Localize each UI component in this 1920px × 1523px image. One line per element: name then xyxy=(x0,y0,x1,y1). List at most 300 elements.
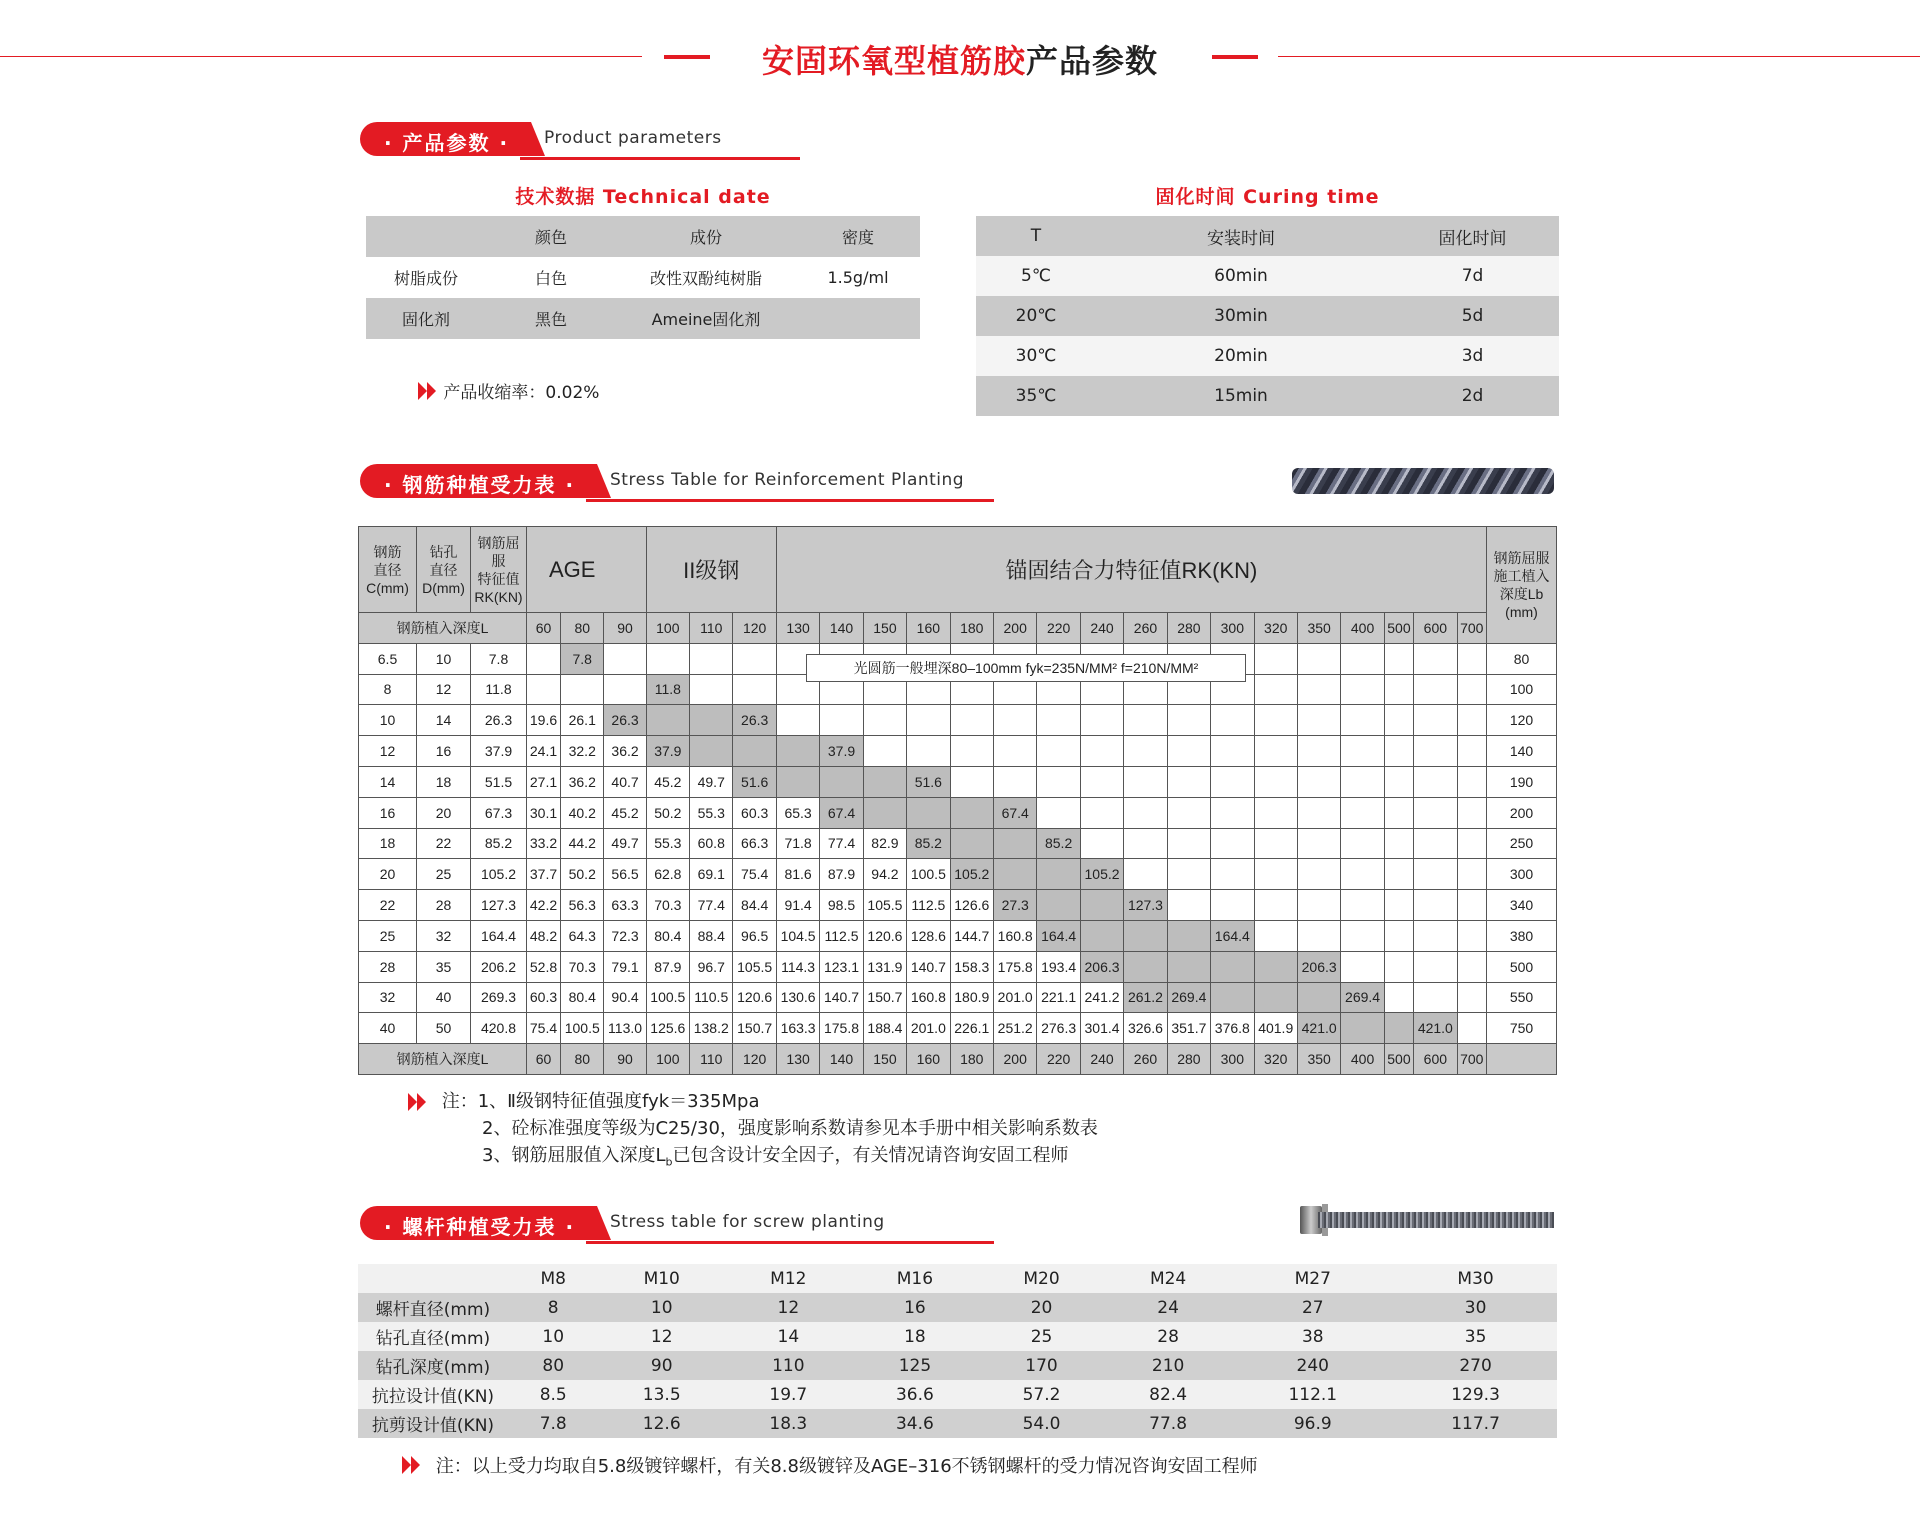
force-value: 110.5 xyxy=(690,982,733,1013)
force-value: 206.3 xyxy=(1080,951,1123,982)
force-value: 24.1 xyxy=(527,736,561,767)
force-value: 27.1 xyxy=(527,766,561,797)
table-cell: 1.5g/ml xyxy=(827,268,889,287)
depth-value: 80 xyxy=(561,613,604,644)
table-row xyxy=(359,920,1557,951)
rebar-diameter: 16 xyxy=(359,797,417,828)
force-value xyxy=(1124,797,1167,828)
force-value: 180.9 xyxy=(950,982,993,1013)
drill-diameter: 20 xyxy=(417,797,471,828)
table-header-row xyxy=(366,216,920,257)
force-value: 56.3 xyxy=(561,890,604,921)
table-cell: 82.4 xyxy=(1105,1380,1232,1409)
drill-diameter: 25 xyxy=(417,859,471,890)
force-value: 120.6 xyxy=(863,920,906,951)
force-value: 201.0 xyxy=(993,982,1036,1013)
double-arrow-icon xyxy=(408,1092,428,1112)
table-cell: 5d xyxy=(1386,296,1559,336)
table-cell: 30 xyxy=(1394,1293,1557,1322)
table-header xyxy=(358,1264,508,1293)
force-value: 421.0 xyxy=(1414,1013,1457,1044)
force-value xyxy=(1211,797,1254,828)
force-value: 82.9 xyxy=(863,828,906,859)
table-cell: 30℃ xyxy=(976,336,1096,376)
embed-depth: 140 xyxy=(1487,736,1557,767)
force-value: 65.3 xyxy=(776,797,819,828)
force-value: 51.6 xyxy=(733,766,776,797)
force-value: 164.4 xyxy=(1211,920,1254,951)
depth-value: 260 xyxy=(1124,1044,1167,1075)
force-value: 112.5 xyxy=(907,890,950,921)
force-value xyxy=(1457,766,1486,797)
page-title xyxy=(720,36,1200,82)
force-value xyxy=(1037,859,1080,890)
callout-box: 光圆筋一般埋深80–100mm fyk=235N/MM² f=210N/MM² xyxy=(806,654,1246,682)
force-value xyxy=(950,828,993,859)
force-value xyxy=(1341,736,1384,767)
force-value xyxy=(820,766,863,797)
table-cell: 8.5 xyxy=(508,1380,598,1409)
embed-depth: 250 xyxy=(1487,828,1557,859)
note-3-text-a: 3、钢筋屈服值入深度L xyxy=(482,1145,666,1166)
rebar-diameter: 18 xyxy=(359,828,417,859)
force-value: 67.4 xyxy=(820,797,863,828)
force-value xyxy=(1124,859,1167,890)
page-title-black: 产品参数 xyxy=(1026,42,1159,80)
force-value xyxy=(820,705,863,736)
screw-note-text: 注：以上受力均取自5.8级镀锌螺杆，有关8.8级镀锌及AGE–316不锈钢螺杆的受力情况咨询安固工程师 xyxy=(435,1456,1258,1477)
force-value xyxy=(1384,797,1413,828)
force-value: 112.5 xyxy=(820,920,863,951)
table-cell: 125 xyxy=(852,1351,979,1380)
force-value xyxy=(1167,828,1210,859)
force-value xyxy=(993,766,1036,797)
force-value: 75.4 xyxy=(527,1013,561,1044)
force-value xyxy=(1211,951,1254,982)
force-value xyxy=(1297,828,1340,859)
header-line: 深度Lb xyxy=(1499,585,1544,602)
embed-depth: 120 xyxy=(1487,705,1557,736)
force-value xyxy=(1457,674,1486,705)
table-cell: 34.6 xyxy=(852,1409,979,1438)
force-value: 100.5 xyxy=(907,859,950,890)
force-value: 193.4 xyxy=(1037,951,1080,982)
force-value: 42.2 xyxy=(527,890,561,921)
depth-value: 350 xyxy=(1297,1044,1340,1075)
yield-value: 51.5 xyxy=(471,766,527,797)
table-row xyxy=(366,257,920,298)
force-value: 80.4 xyxy=(561,982,604,1013)
force-value: 175.8 xyxy=(993,951,1036,982)
table-cell: 24 xyxy=(1105,1293,1232,1322)
yield-value: 85.2 xyxy=(471,828,527,859)
force-value xyxy=(993,828,1036,859)
header-line: 钢筋屈服 xyxy=(477,534,520,569)
table-cell: 36.6 xyxy=(852,1380,979,1409)
header-line: 钢筋 xyxy=(373,543,402,560)
force-value: 77.4 xyxy=(820,828,863,859)
yield-value: 269.3 xyxy=(471,982,527,1013)
depth-value: 60 xyxy=(527,1044,561,1075)
yield-value: 206.2 xyxy=(471,951,527,982)
double-arrow-icon xyxy=(418,381,438,401)
force-value: 326.6 xyxy=(1124,1013,1167,1044)
force-value xyxy=(1037,890,1080,921)
force-value xyxy=(1297,859,1340,890)
table-row xyxy=(976,256,1559,296)
depth-value: 100 xyxy=(646,1044,689,1075)
table-row xyxy=(359,951,1557,982)
force-value: 126.6 xyxy=(950,890,993,921)
table-cell: 白色 xyxy=(534,269,567,288)
table-cell: 112.1 xyxy=(1231,1380,1394,1409)
depth-value: 700 xyxy=(1457,613,1486,644)
table-cell: 7.8 xyxy=(508,1409,598,1438)
rebar-diameter: 22 xyxy=(359,890,417,921)
note-1-text: 注：1、Ⅱ级钢特征值强度fyk＝335Mpa xyxy=(441,1091,760,1112)
embed-depth: 750 xyxy=(1487,1013,1557,1044)
force-value xyxy=(1254,920,1297,951)
force-value: 163.3 xyxy=(776,1013,819,1044)
table-header: 安装时间 xyxy=(1096,216,1386,256)
force-value xyxy=(1384,766,1413,797)
embed-depth: 200 xyxy=(1487,797,1557,828)
table-cell: 7d xyxy=(1386,256,1559,296)
grade-header: II级钢 xyxy=(646,527,776,613)
force-value: 40.2 xyxy=(561,797,604,828)
rebar-diameter: 40 xyxy=(359,1013,417,1044)
force-value: 128.6 xyxy=(907,920,950,951)
drill-diameter: 12 xyxy=(417,674,471,705)
drill-diameter: 50 xyxy=(417,1013,471,1044)
force-value xyxy=(1254,859,1297,890)
force-value: 150.7 xyxy=(733,1013,776,1044)
force-value: 276.3 xyxy=(1037,1013,1080,1044)
force-value xyxy=(1037,797,1080,828)
table-row xyxy=(359,736,1557,767)
force-value: 63.3 xyxy=(604,890,646,921)
header-line: 施工植入 xyxy=(1493,567,1550,584)
force-value: 221.1 xyxy=(1037,982,1080,1013)
depth-value: 400 xyxy=(1341,613,1384,644)
table-header: T xyxy=(976,216,1096,256)
force-value xyxy=(1124,828,1167,859)
table-cell: 38 xyxy=(1231,1322,1394,1351)
force-value xyxy=(1457,859,1486,890)
force-value: 113.0 xyxy=(604,1013,646,1044)
depth-value: 240 xyxy=(1080,613,1123,644)
drill-diameter: 16 xyxy=(417,736,471,767)
force-value xyxy=(1124,951,1167,982)
rebar-diameter: 8 xyxy=(359,674,417,705)
force-value xyxy=(1080,736,1123,767)
rebar-diameter: 14 xyxy=(359,766,417,797)
force-value xyxy=(1414,859,1457,890)
table-cell: 树脂成份 xyxy=(393,269,458,288)
force-value xyxy=(690,705,733,736)
force-value: 27.3 xyxy=(993,890,1036,921)
force-value xyxy=(1414,736,1457,767)
section-en-title: Product parameters xyxy=(544,128,722,148)
yield-value: 11.8 xyxy=(471,674,527,705)
force-value: 201.0 xyxy=(907,1013,950,1044)
force-value: 125.6 xyxy=(646,1013,689,1044)
drill-diameter: 40 xyxy=(417,982,471,1013)
force-value xyxy=(1254,797,1297,828)
table-cell: 60min xyxy=(1096,256,1386,296)
force-value xyxy=(1167,920,1210,951)
table-cell: 螺杆直径(mm) xyxy=(358,1293,508,1322)
force-value: 401.9 xyxy=(1254,1013,1297,1044)
stress-table xyxy=(358,526,1557,1075)
table-cell xyxy=(796,298,920,339)
force-value xyxy=(1211,982,1254,1013)
table-cell: 30min xyxy=(1096,296,1386,336)
force-value: 11.8 xyxy=(646,674,689,705)
force-value xyxy=(993,859,1036,890)
force-value xyxy=(561,674,604,705)
force-value: 55.3 xyxy=(690,797,733,828)
force-value: 94.2 xyxy=(863,859,906,890)
force-value xyxy=(1254,951,1297,982)
force-value xyxy=(1414,828,1457,859)
footer-blank xyxy=(1487,1044,1557,1075)
depth-value: 160 xyxy=(907,613,950,644)
section-underline xyxy=(520,157,800,160)
table-cell: 2d xyxy=(1386,376,1559,416)
force-value: 175.8 xyxy=(820,1013,863,1044)
age-header: AGE xyxy=(527,527,647,613)
force-value xyxy=(690,643,733,674)
tech-table xyxy=(366,216,920,339)
force-value xyxy=(690,736,733,767)
header-line: 直径 xyxy=(429,561,458,578)
drill-diameter: 18 xyxy=(417,766,471,797)
force-value xyxy=(1341,766,1384,797)
force-value xyxy=(1341,674,1384,705)
depth-value: 280 xyxy=(1167,613,1210,644)
table-cell: 18.3 xyxy=(725,1409,852,1438)
force-value: 91.4 xyxy=(776,890,819,921)
force-value xyxy=(1167,705,1210,736)
force-value: 96.7 xyxy=(690,951,733,982)
force-value: 32.2 xyxy=(561,736,604,767)
table-cell: 170 xyxy=(978,1351,1105,1380)
depth-value: 500 xyxy=(1384,1044,1413,1075)
depth-value: 120 xyxy=(733,1044,776,1075)
depth-value: 300 xyxy=(1211,613,1254,644)
force-value xyxy=(690,674,733,705)
yield-value: 37.9 xyxy=(471,736,527,767)
force-value xyxy=(1254,705,1297,736)
force-value xyxy=(733,643,776,674)
drill-diameter: 28 xyxy=(417,890,471,921)
force-value xyxy=(1341,890,1384,921)
depth-value: 180 xyxy=(950,613,993,644)
section-screw-table xyxy=(360,1204,994,1244)
table-cell: 18 xyxy=(852,1322,979,1351)
table-row xyxy=(359,859,1557,890)
force-value xyxy=(1457,736,1486,767)
force-value xyxy=(1297,736,1340,767)
force-value: 37.7 xyxy=(527,859,561,890)
drill-diameter: 10 xyxy=(417,643,471,674)
table-cell: 14 xyxy=(725,1322,852,1351)
force-value xyxy=(1254,643,1297,674)
force-value: 164.4 xyxy=(1037,920,1080,951)
force-value: 160.8 xyxy=(907,982,950,1013)
force-value xyxy=(1414,951,1457,982)
depth-value: 90 xyxy=(604,1044,646,1075)
force-value xyxy=(1341,828,1384,859)
bolt-rod-image xyxy=(1318,1212,1554,1228)
force-value xyxy=(950,705,993,736)
table-header: M20 xyxy=(978,1264,1105,1293)
force-value xyxy=(1414,705,1457,736)
force-value xyxy=(1124,920,1167,951)
depth-value: 180 xyxy=(950,1044,993,1075)
header-line: (mm) xyxy=(1505,603,1538,620)
note-3-text-b: 已包含设计安全因子，有关情况请咨询安固工程师 xyxy=(672,1145,1069,1166)
force-value xyxy=(863,705,906,736)
force-value: 85.2 xyxy=(1037,828,1080,859)
section-pill: · 产品参数 · xyxy=(360,122,531,156)
depth-value: 300 xyxy=(1211,1044,1254,1075)
table-row xyxy=(359,766,1557,797)
section-product-parameters xyxy=(360,120,800,160)
force-value xyxy=(1384,859,1413,890)
drill-diameter: 35 xyxy=(417,951,471,982)
embed-depth: 500 xyxy=(1487,951,1557,982)
embed-depth: 340 xyxy=(1487,890,1557,921)
force-value: 127.3 xyxy=(1124,890,1167,921)
force-header: 锚固结合力特征值RK(KN) xyxy=(776,527,1486,613)
force-value: 85.2 xyxy=(907,828,950,859)
header-line: 特征值 xyxy=(477,570,520,587)
force-value: 84.4 xyxy=(733,890,776,921)
force-value: 120.6 xyxy=(733,982,776,1013)
note-1 xyxy=(408,1088,1098,1115)
table-header: M27 xyxy=(1231,1264,1394,1293)
table-cell: 10 xyxy=(508,1322,598,1351)
section-en-title: Stress table for screw planting xyxy=(610,1212,885,1232)
force-value xyxy=(1384,920,1413,951)
force-value xyxy=(993,705,1036,736)
depth-value: 200 xyxy=(993,613,1036,644)
force-value xyxy=(1124,705,1167,736)
table-cell: 8 xyxy=(508,1293,598,1322)
depth-value: 60 xyxy=(527,613,561,644)
force-value xyxy=(950,797,993,828)
table-cell: 210 xyxy=(1105,1351,1232,1380)
force-value xyxy=(1384,674,1413,705)
force-value: 71.8 xyxy=(776,828,819,859)
force-value: 98.5 xyxy=(820,890,863,921)
section-underline xyxy=(586,499,994,502)
force-value: 66.3 xyxy=(733,828,776,859)
force-value: 69.1 xyxy=(690,859,733,890)
table-row xyxy=(976,376,1559,416)
force-value xyxy=(1167,890,1210,921)
title-line-left xyxy=(0,56,642,57)
force-value: 50.2 xyxy=(646,797,689,828)
force-value xyxy=(1457,797,1486,828)
force-value xyxy=(1037,705,1080,736)
table-row xyxy=(976,336,1559,376)
force-value: 50.2 xyxy=(561,859,604,890)
depth-value: 400 xyxy=(1341,1044,1384,1075)
force-value xyxy=(1124,766,1167,797)
table-cell: 57.2 xyxy=(978,1380,1105,1409)
force-value xyxy=(1297,797,1340,828)
table-cell: 15min xyxy=(1096,376,1386,416)
force-value xyxy=(1414,674,1457,705)
force-value: 37.9 xyxy=(646,736,689,767)
embed-depth: 380 xyxy=(1487,920,1557,951)
force-value: 351.7 xyxy=(1167,1013,1210,1044)
table-cell: 10 xyxy=(598,1293,725,1322)
table-cell: 20℃ xyxy=(976,296,1096,336)
table-cell: 钻孔深度(mm) xyxy=(358,1351,508,1380)
table-header: M16 xyxy=(852,1264,979,1293)
force-value xyxy=(1037,766,1080,797)
depth-label: 钢筋植入深度L xyxy=(359,1044,527,1075)
force-value xyxy=(1254,890,1297,921)
force-value: 100.5 xyxy=(561,1013,604,1044)
table-cell: 20min xyxy=(1096,336,1386,376)
force-value xyxy=(1211,859,1254,890)
force-value xyxy=(1254,736,1297,767)
table-cell: 19.7 xyxy=(725,1380,852,1409)
force-value: 62.8 xyxy=(646,859,689,890)
force-value xyxy=(1080,797,1123,828)
table-cell: 12 xyxy=(598,1322,725,1351)
table-cell: Ameine固化剂 xyxy=(616,298,796,339)
force-value xyxy=(1457,1013,1486,1044)
table-cell: 96.9 xyxy=(1231,1409,1394,1438)
stress-depth-row xyxy=(359,613,1557,644)
table-row xyxy=(359,890,1557,921)
depth-value: 120 xyxy=(733,613,776,644)
force-value: 70.3 xyxy=(561,951,604,982)
force-value xyxy=(604,643,646,674)
force-value xyxy=(1297,674,1340,705)
force-value xyxy=(1457,705,1486,736)
force-value: 26.3 xyxy=(604,705,646,736)
depth-value: 260 xyxy=(1124,613,1167,644)
force-value: 269.4 xyxy=(1167,982,1210,1013)
force-value: 52.8 xyxy=(527,951,561,982)
force-value xyxy=(1457,890,1486,921)
depth-value: 150 xyxy=(863,613,906,644)
force-value xyxy=(1457,920,1486,951)
table-cell: 270 xyxy=(1394,1351,1557,1380)
force-value: 158.3 xyxy=(950,951,993,982)
table-header: 颜色 xyxy=(486,216,616,257)
force-value xyxy=(646,705,689,736)
force-value xyxy=(1080,828,1123,859)
force-value xyxy=(1254,766,1297,797)
table-cell: 钻孔直径(mm) xyxy=(358,1322,508,1351)
force-value xyxy=(1341,797,1384,828)
page-title-red: 安固环氧型植筋胶 xyxy=(761,42,1026,80)
force-value: 421.0 xyxy=(1297,1013,1340,1044)
force-value xyxy=(1297,920,1340,951)
table-cell: 抗拉设计值(KN) xyxy=(358,1380,508,1409)
force-value: 104.5 xyxy=(776,920,819,951)
force-value: 131.9 xyxy=(863,951,906,982)
embed-depth: 100 xyxy=(1487,674,1557,705)
